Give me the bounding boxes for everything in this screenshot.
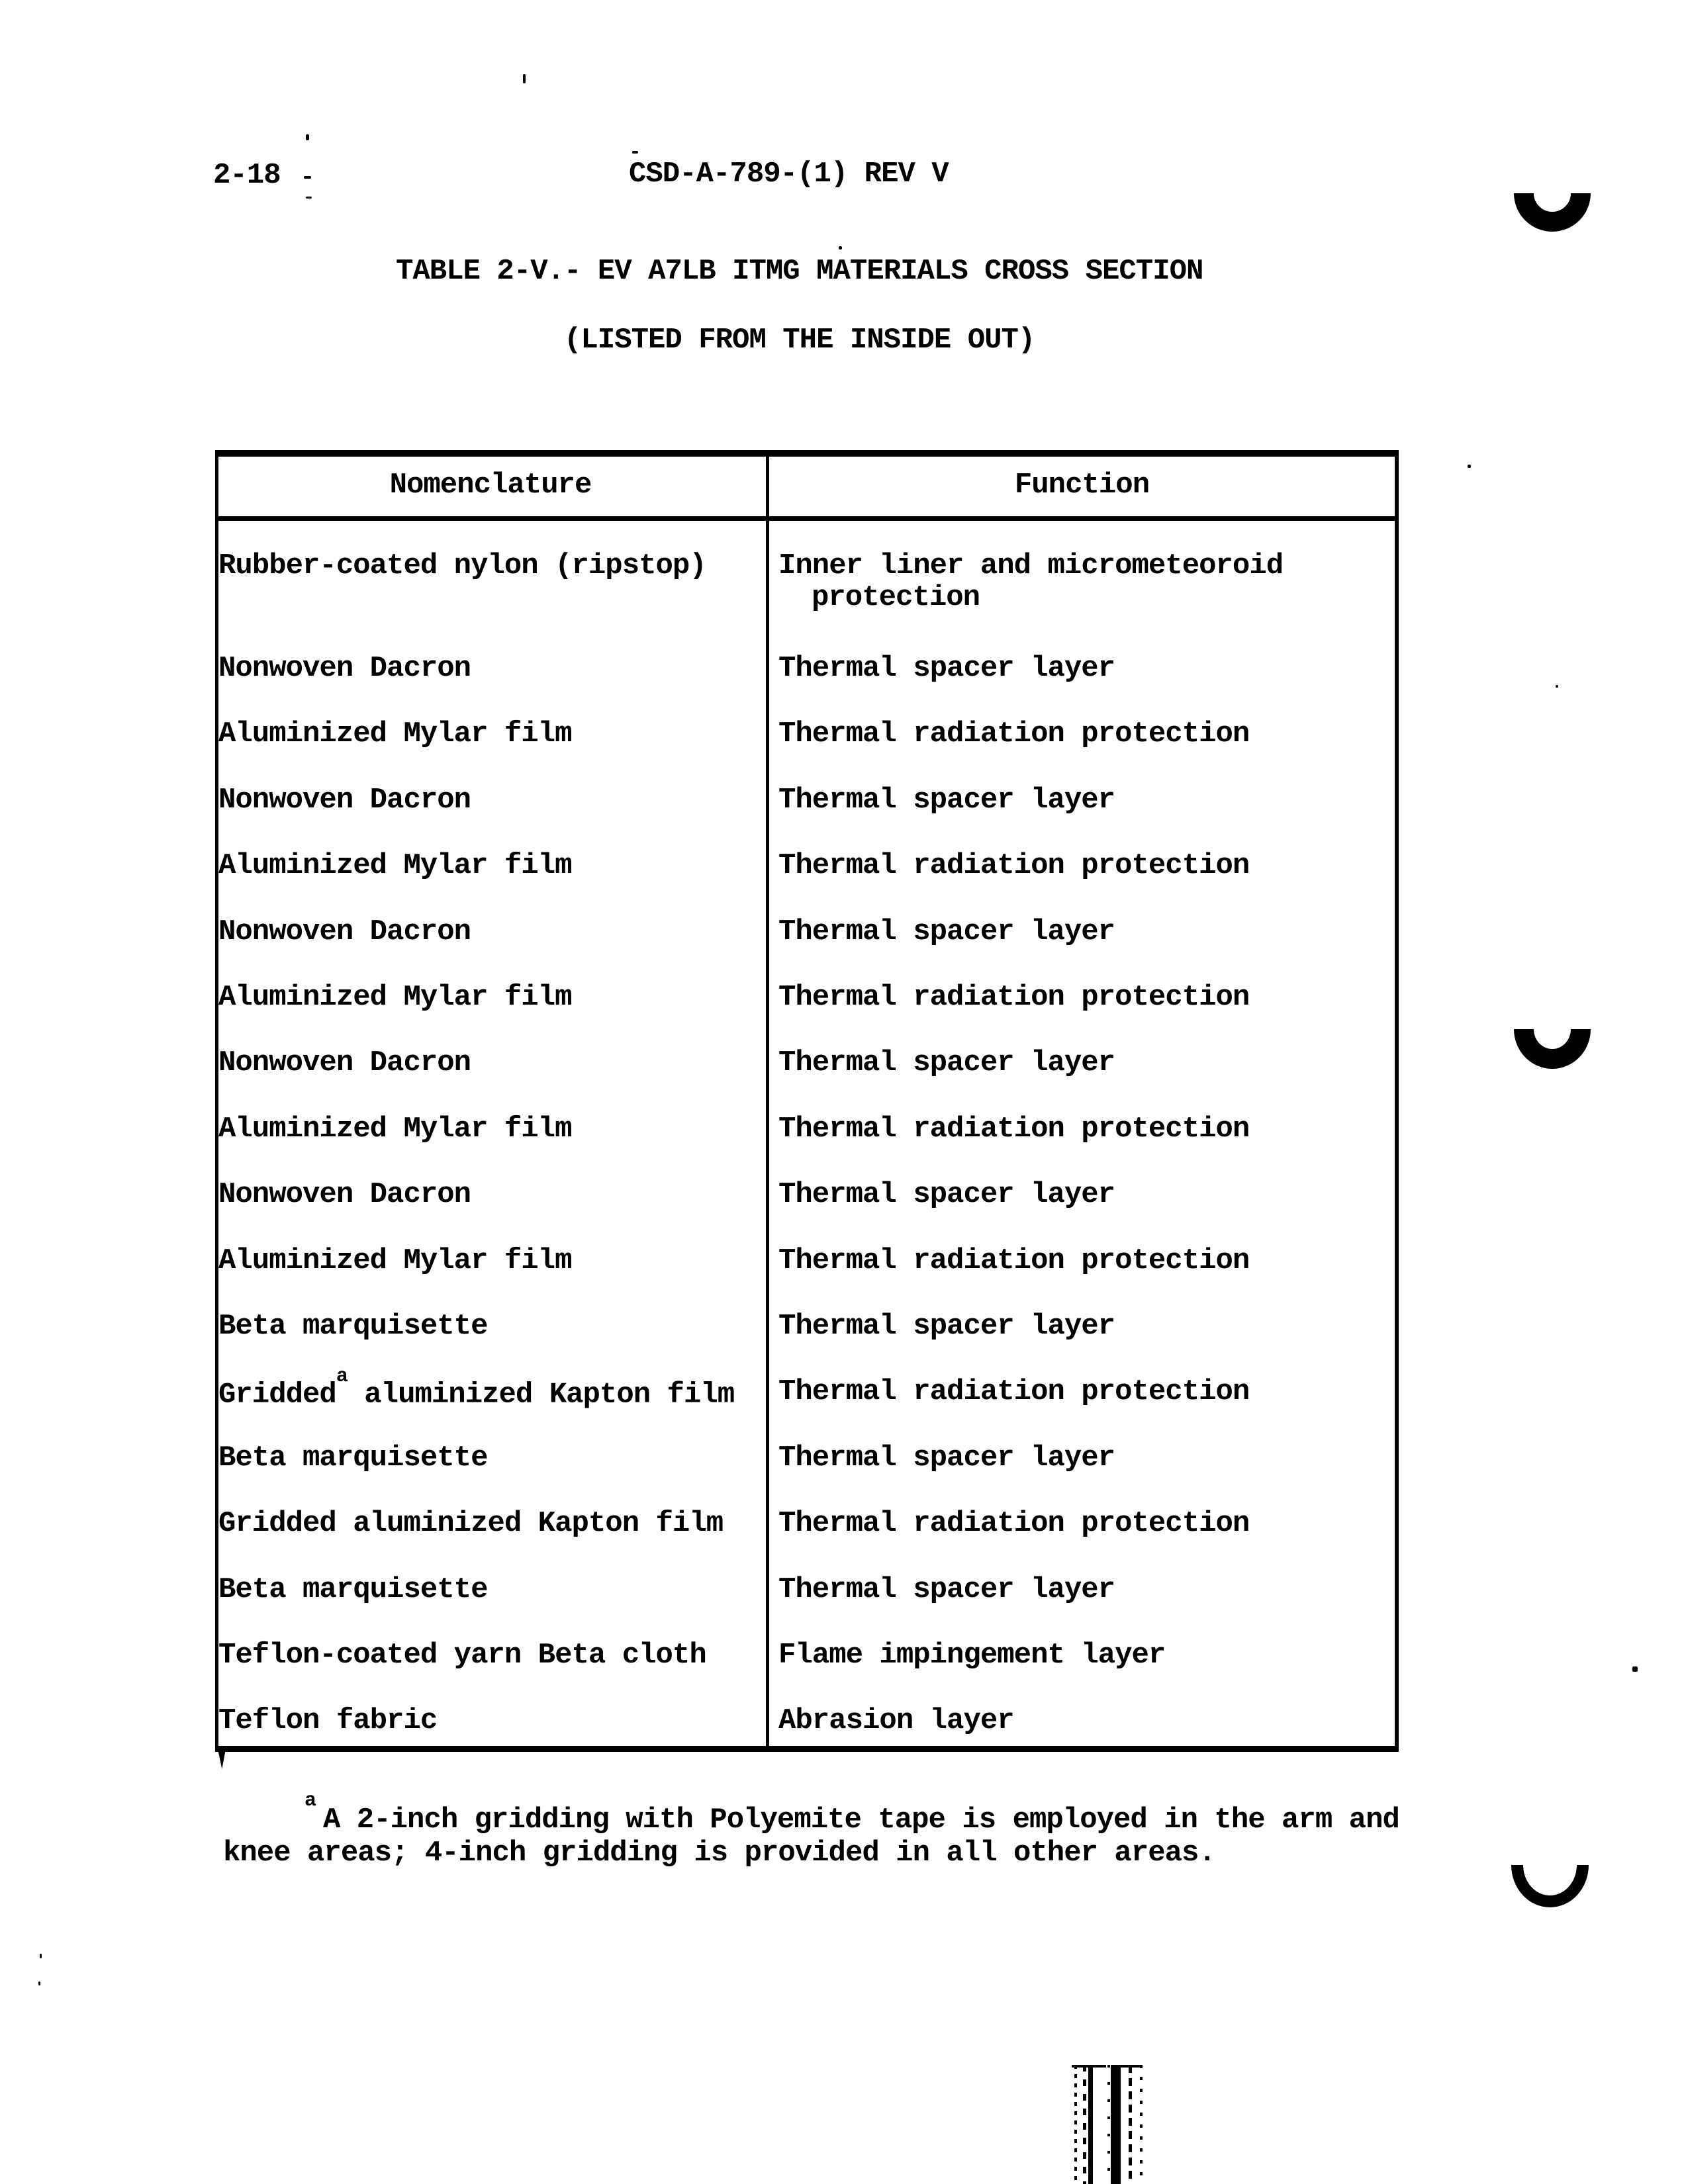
ink-speck (306, 134, 309, 140)
table-cell-function: Thermal spacer layer (778, 1178, 1115, 1211)
table-cell-nomenclature: Nonwoven Dacron (218, 1178, 471, 1211)
table-cell-function: Thermal radiation protection (778, 717, 1250, 751)
ink-speck (1468, 465, 1471, 468)
binder-hole-mark-top (1514, 193, 1591, 232)
table-subtitle: (LISTED FROM THE INSIDE OUT) (564, 324, 1035, 357)
table-border-right (1395, 450, 1399, 1752)
ink-speck (306, 197, 312, 199)
table-cell-nomenclature: Aluminized Mylar film (218, 849, 572, 882)
table-border-left (215, 450, 218, 1752)
table-cell-function: Thermal radiation protection (778, 1244, 1250, 1277)
table-border-bottom (215, 1746, 1399, 1752)
table-cell-nomenclature: Nonwoven Dacron (218, 915, 471, 948)
page-number: 2-18 (213, 159, 281, 192)
ink-speck (523, 74, 526, 83)
table-cell-function: protection (812, 581, 980, 614)
table-cell-function: Thermal spacer layer (778, 915, 1115, 948)
table-cell-nomenclature: Aluminized Mylar film (218, 1113, 572, 1146)
table-cell-nomenclature: Nonwoven Dacron (218, 652, 471, 685)
table-cell-nomenclature: Beta marquisette (218, 1573, 488, 1606)
table-cell-nomenclature: Beta marquisette (218, 1441, 488, 1475)
footnote-marker: a (304, 1790, 316, 1812)
table-cell-function: Thermal spacer layer (778, 652, 1115, 685)
table-cell-nomenclature: Aluminized Mylar film (218, 717, 572, 751)
ink-speck (1632, 1666, 1638, 1672)
ink-speck (38, 1981, 40, 1985)
binder-hole-mark-middle (1514, 1029, 1591, 1069)
table-cell-nomenclature: Nonwoven Dacron (218, 784, 471, 817)
table-corner-stroke-artifact (216, 1751, 227, 1769)
table-title: TABLE 2-V.- EV A7LB ITMG MATERIALS CROSS SECTION (396, 255, 1203, 288)
table-cell-function: Thermal spacer layer (778, 1046, 1115, 1079)
ink-speck (839, 246, 842, 250)
table-border-top (215, 450, 1399, 457)
table-column-divider (766, 450, 769, 1751)
table-cell-nomenclature: Rubber-coated nylon (ripstop) (218, 549, 706, 582)
table-cell-nomenclature: Teflon-coated yarn Beta cloth (218, 1639, 706, 1672)
ink-speck (1556, 685, 1558, 688)
table-cell-function: Inner liner and micrometeoroid (778, 549, 1284, 582)
table-cell-function: Thermal radiation protection (778, 1375, 1250, 1408)
table-cell-function: Thermal radiation protection (778, 981, 1250, 1014)
document-number: CSD-A-789-(1) REV V (629, 158, 949, 191)
table-cell-function: Thermal radiation protection (778, 1507, 1250, 1540)
table-cell-nomenclature: Aluminized Mylar film (218, 981, 572, 1014)
ink-speck (632, 151, 638, 154)
table-cell-function: Thermal spacer layer (778, 784, 1115, 817)
table-cell-function: Thermal spacer layer (778, 1441, 1115, 1475)
table-cell-function: Thermal spacer layer (778, 1573, 1115, 1606)
table-cell-nomenclature: Teflon fabric (218, 1704, 438, 1737)
table-cell-function: Flame impingement layer (778, 1639, 1166, 1672)
table-cell-nomenclature: Beta marquisette (218, 1310, 488, 1343)
footnote-line-2: knee areas; 4-inch gridding is provided in all other areas. (223, 1837, 1215, 1870)
ink-speck (40, 1954, 42, 1958)
footnote-marker-superscript: a (336, 1365, 348, 1388)
binder-hole-mark-bottom (1511, 1865, 1589, 1907)
table-cell-function: Abrasion layer (778, 1704, 1014, 1737)
table-header-divider (215, 516, 1399, 521)
footnote-line-1: A 2-inch gridding with Polyemite tape is employed in the arm and (323, 1803, 1399, 1837)
table-cell-function: Thermal radiation protection (778, 1113, 1250, 1146)
column-header-function: Function (1014, 469, 1150, 502)
table-cell-nomenclature: Nonwoven Dacron (218, 1046, 471, 1079)
table-cell-nomenclature: Gridded aluminized Kapton film (218, 1507, 724, 1540)
table-cell-function: Thermal radiation protection (778, 849, 1250, 882)
table-cell-function: Thermal spacer layer (778, 1310, 1115, 1343)
table-cell-nomenclature: Aluminized Mylar film (218, 1244, 572, 1277)
ink-speck (304, 176, 311, 179)
table-cell-nomenclature: Gridded$^a$ aluminized Kapton film (218, 1365, 735, 1412)
scan-stripe-artifact (1072, 2065, 1145, 2184)
column-header-nomenclature: Nomenclature (389, 469, 592, 502)
